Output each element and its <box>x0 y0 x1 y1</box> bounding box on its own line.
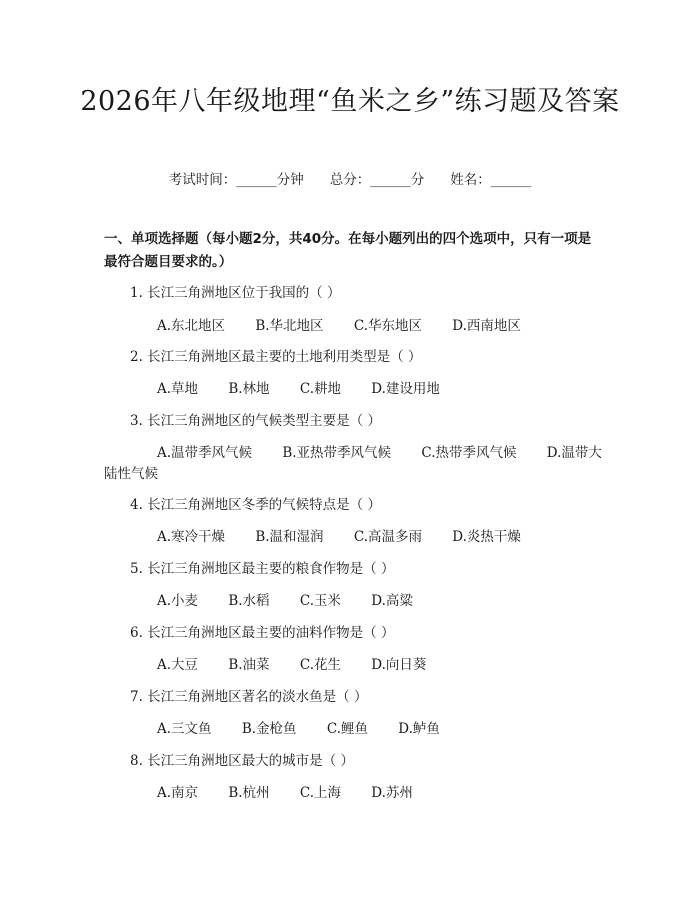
total-score-label: 总分：______分 <box>329 172 425 188</box>
option: A.东北地区 <box>157 318 226 334</box>
option: D.苏州 <box>371 785 413 801</box>
question-options <box>157 441 628 461</box>
option: A.草地 <box>157 381 199 397</box>
option: B.华北地区 <box>255 318 324 334</box>
question-stem: 3. 长江三角洲地区的气候类型主要是（ ） <box>130 413 381 429</box>
question-options <box>157 653 426 673</box>
option: C.耕地 <box>299 381 341 397</box>
question-options <box>157 589 413 609</box>
option: D.鲈鱼 <box>398 721 440 737</box>
question-stem: 8. 长江三角洲地区最大的城市是（ ） <box>130 753 354 769</box>
section-heading: 一、单项选择题（每小题2分，共40分。在每小题列出的四个选项中，只有一项是最符合题目要求的。） <box>104 231 592 270</box>
question-stem: 5. 长江三角洲地区最主要的粮食作物是（ ） <box>130 561 395 577</box>
option: B.水稻 <box>228 593 270 609</box>
question-stem: 2. 长江三角洲地区最主要的土地利用类型是（ ） <box>130 349 422 365</box>
question-options <box>157 781 413 801</box>
option: A.大豆 <box>157 657 199 673</box>
exam-time-label: 考试时间：______分钟 <box>168 172 304 188</box>
option: A.南京 <box>157 785 199 801</box>
option: C.鲤鱼 <box>326 721 368 737</box>
option: D.温带大 <box>546 445 602 461</box>
question-stem: 1. 长江三角洲地区位于我国的（ ） <box>130 285 341 301</box>
question-stem: 4. 长江三角洲地区冬季的气候特点是（ ） <box>130 497 381 513</box>
option: A.小麦 <box>157 593 199 609</box>
option: D.西南地区 <box>452 318 521 334</box>
option: A.寒冷干燥 <box>157 529 226 545</box>
option: B.林地 <box>228 381 270 397</box>
student-name-label: 姓名：______ <box>450 172 532 188</box>
option: D.建设用地 <box>371 381 440 397</box>
option: C.华东地区 <box>353 318 422 334</box>
option: C.热带季风气候 <box>421 445 517 461</box>
page-title: 2026年八年级地理“鱼米之乡”练习题及答案 <box>80 86 620 117</box>
question-stem: 6. 长江三角洲地区最主要的油料作物是（ ） <box>130 625 395 641</box>
option: A.温带季风气候 <box>157 445 253 461</box>
question-options <box>157 377 440 397</box>
option: C.花生 <box>299 657 341 673</box>
option-wrap: 陆性气候 <box>104 466 158 482</box>
question-options <box>157 717 440 737</box>
question-options <box>157 314 521 334</box>
option: C.高温多雨 <box>353 529 422 545</box>
option: D.炎热干燥 <box>452 529 521 545</box>
option: B.亚热带季风气候 <box>282 445 392 461</box>
exam-meta <box>0 168 700 188</box>
option: B.金枪鱼 <box>241 721 297 737</box>
option: B.油菜 <box>228 657 270 673</box>
option: B.温和湿润 <box>255 529 324 545</box>
option: C.上海 <box>299 785 341 801</box>
option: D.向日葵 <box>371 657 427 673</box>
option: A.三文鱼 <box>157 721 212 737</box>
option: B.杭州 <box>228 785 270 801</box>
option: D.高粱 <box>371 593 413 609</box>
question-stem: 7. 长江三角洲地区著名的淡水鱼是（ ） <box>130 689 368 705</box>
option: C.玉米 <box>299 593 341 609</box>
question-options <box>157 525 521 545</box>
